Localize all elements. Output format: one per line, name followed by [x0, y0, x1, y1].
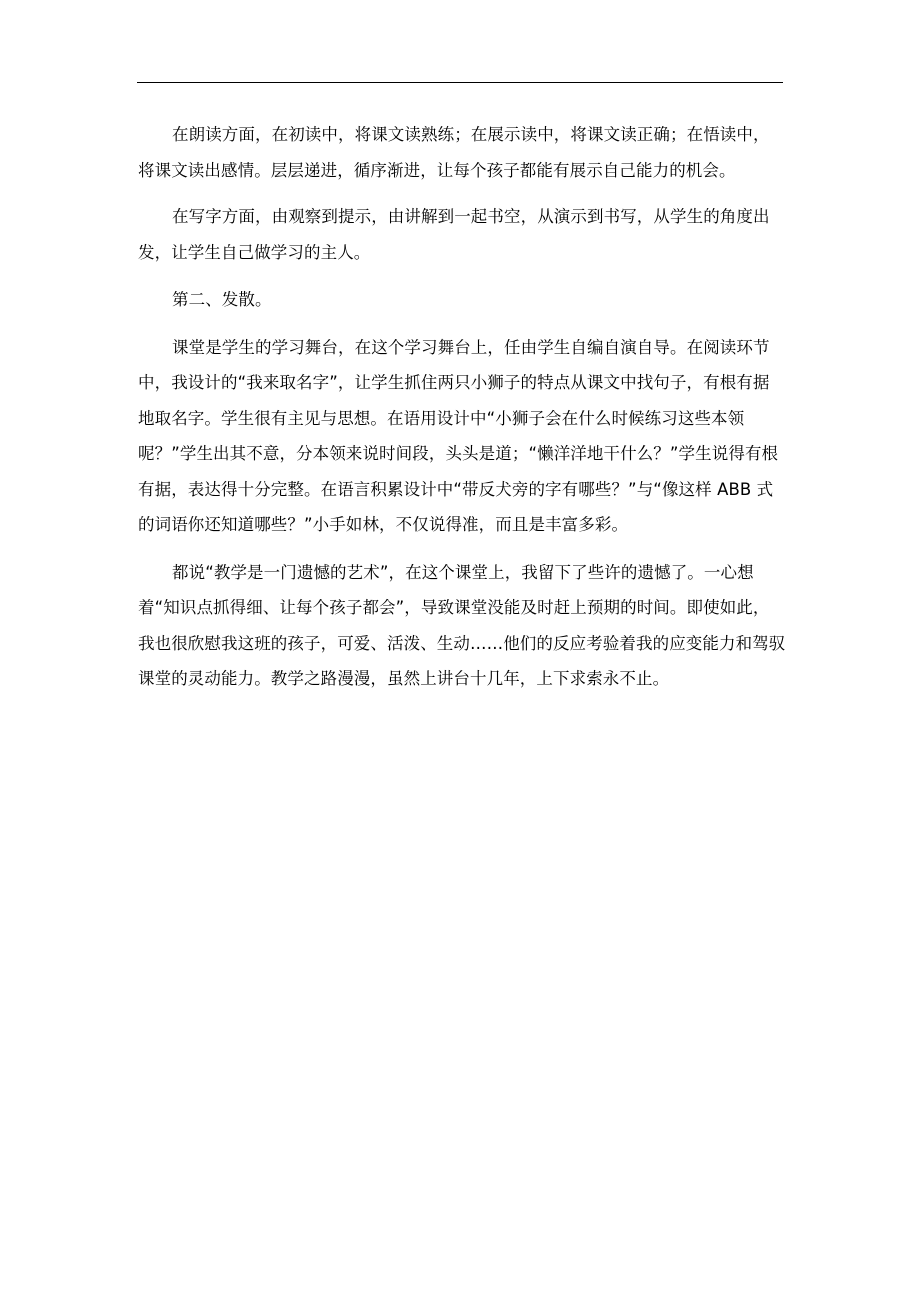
- header-rule: [137, 82, 783, 83]
- paragraph-reading: 在朗读方面，在初读中，将课文读熟练；在展示读中，将课文读正确；在悟读中，将课文读出感情。层层递进，循序渐进，让每个孩子都能有展示自己能力的机会。: [138, 125, 770, 180]
- paragraph-writing: 在写字方面，由观察到提示，由讲解到一起书空，从演示到书写，从学生的角度出发，让学生自己做学习的主人。: [138, 207, 770, 262]
- document-body: [138, 117, 786, 708]
- paragraph-heading-second: 第二、发散。: [172, 290, 272, 309]
- paragraph-reflection: 都说“教学是一门遗憾的艺术”，在这个课堂上，我留下了些许的遗憾了。一心想着“知识点抓得细、让每个孩子都会”，导致课堂没能及时赶上预期的时间。即使如此，我也很欣慰我这班的孩子，可爱、活泼、生动……他们的反应考验着我的应变能力和驾驭课堂的灵动能力。教学之路漫漫，虽然上讲台十几年，上下求索永不止。: [138, 562, 786, 688]
- paragraph-classroom: 课堂是学生的学习舞台，在这个学习舞台上，任由学生自编自演自导。在阅读环节中，我设计的“我来取名字”，让学生抓住两只小狮子的特点从课文中找句子，有根有据地取名字。学生很有主见与思想。在语用设计中“小狮子会在什么时候练习这些本领呢？”学生出其不意，分本领来说时间段，头头是道；“懒洋洋地干什么？”学生说得有根有据，表达得十分完整。在语言积累设计中“带反犬旁的字有哪些？”与“像这样 ABB 式的词语你还知道哪些？”小手如林，不仅说得准，而且是丰富多彩。: [138, 337, 779, 534]
